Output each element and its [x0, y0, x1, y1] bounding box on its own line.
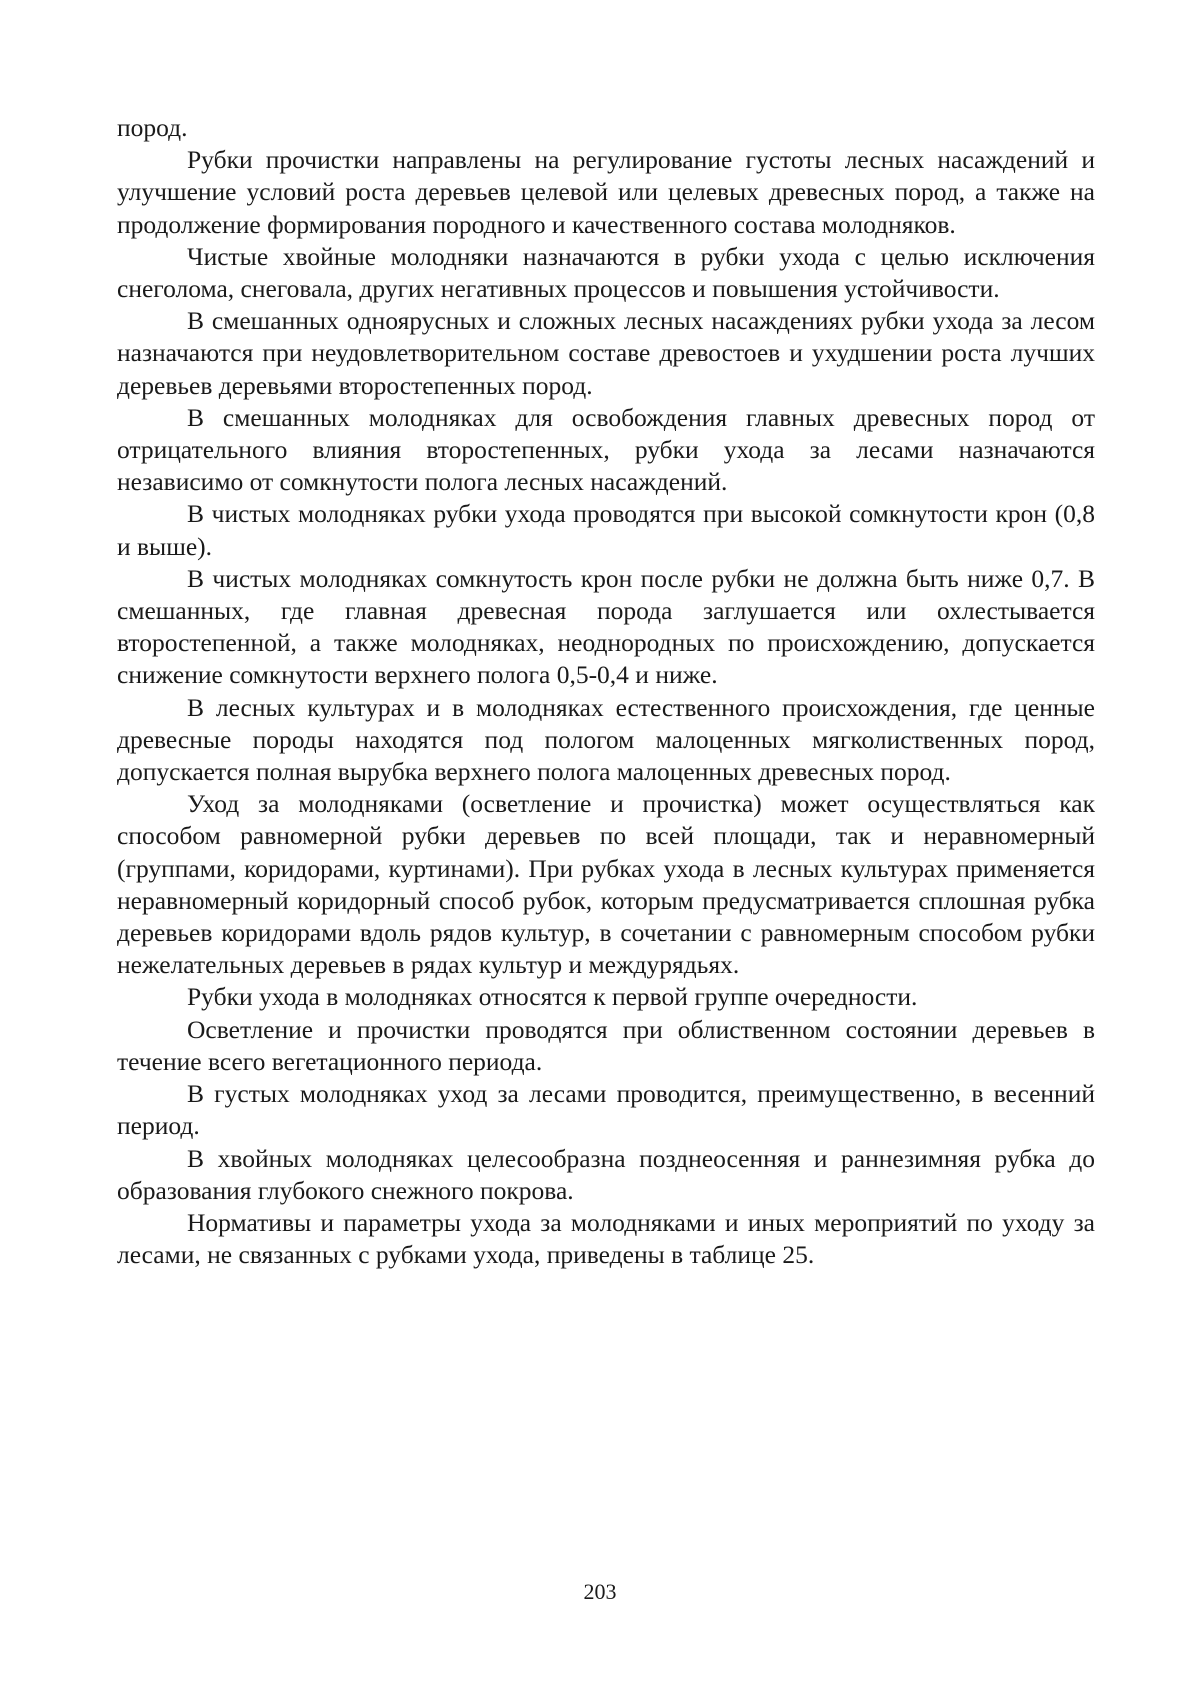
paragraph: Уход за молодняками (осветление и прочистка) может осуществляться как способом равномерной рубки деревьев по всей площади, так и неравномерный (группами, коридорами, куртинами). При рубках ухода в лесных культурах применяется неравномерный коридорный способ рубок, которым предусматривается сплошная рубка деревьев коридорами вдоль рядов культур, в сочетании с равномерным способом рубки нежелательных деревьев в рядах культур и междурядьях. [117, 789, 1095, 980]
paragraph: Осветление и прочистки проводятся при облиственном состоянии деревьев в течение всего вегетационного периода. [117, 1014, 1095, 1076]
paragraph-continuation: пород. [117, 113, 188, 142]
paragraph: В лесных культурах и в молодняках естественного происхождения, где ценные древесные породы находятся под пологом малоценных мягколиственных пород, допускается полная вырубка верхнего полога малоценных древесных пород. [117, 692, 1095, 787]
paragraph: Нормативы и параметры ухода за молодняками и иных мероприятий по уходу за лесами, не связанных с рубками ухода, приведены в таблице 25. [117, 1207, 1095, 1270]
paragraph: В смешанных одноярусных и сложных лесных насаждениях рубки ухода за лесом назначаются при неудовлетворительном составе древостоев и ухудшении роста лучших деревьев деревьями второстепенных пород. [117, 306, 1095, 400]
paragraph: Рубки прочистки направлены на регулирование густоты лесных насаждений и улучшение условий роста деревьев целевой или целевых древесных пород, а также на продолжение формирования породного и качественного состава молодняков. [117, 145, 1095, 239]
document-body [117, 112, 1095, 1271]
paragraph: В чистых молодняках сомкнутость крон после рубки не должна быть ниже 0,7. В смешанных, где главная древесная порода заглушается или охлестывается второстепенной, а также молодняках, неоднородных по происхождению, допускается снижение сомкнутости верхнего полога 0,5-0,4 и ниже. [117, 563, 1095, 690]
paragraph: В смешанных молодняках для освобождения главных древесных пород от отрицательного влияния второстепенных, рубки ухода за лесами назначаются независимо от сомкнутости полога лесных насаждений. [117, 402, 1095, 497]
paragraph: В густых молодняках уход за лесами проводится, преимущественно, в весенний период. [117, 1079, 1095, 1141]
page-number: 203 [583, 1579, 617, 1604]
paragraph: Рубки ухода в молодняках относятся к первой группе очередности. [187, 982, 918, 1012]
paragraph: Чистые хвойные молодняки назначаются в рубки ухода с целью исключения снеголома, снеговала, других негативных процессов и повышения устойчивости. [117, 241, 1095, 304]
paragraph: В хвойных молодняках целесообразна позднеосенняя и раннезимняя рубка до образования глубокого снежного покрова. [117, 1143, 1095, 1205]
paragraph: В чистых молодняках рубки ухода проводятся при высокой сомкнутости крон (0,8 и выше). [117, 499, 1095, 561]
